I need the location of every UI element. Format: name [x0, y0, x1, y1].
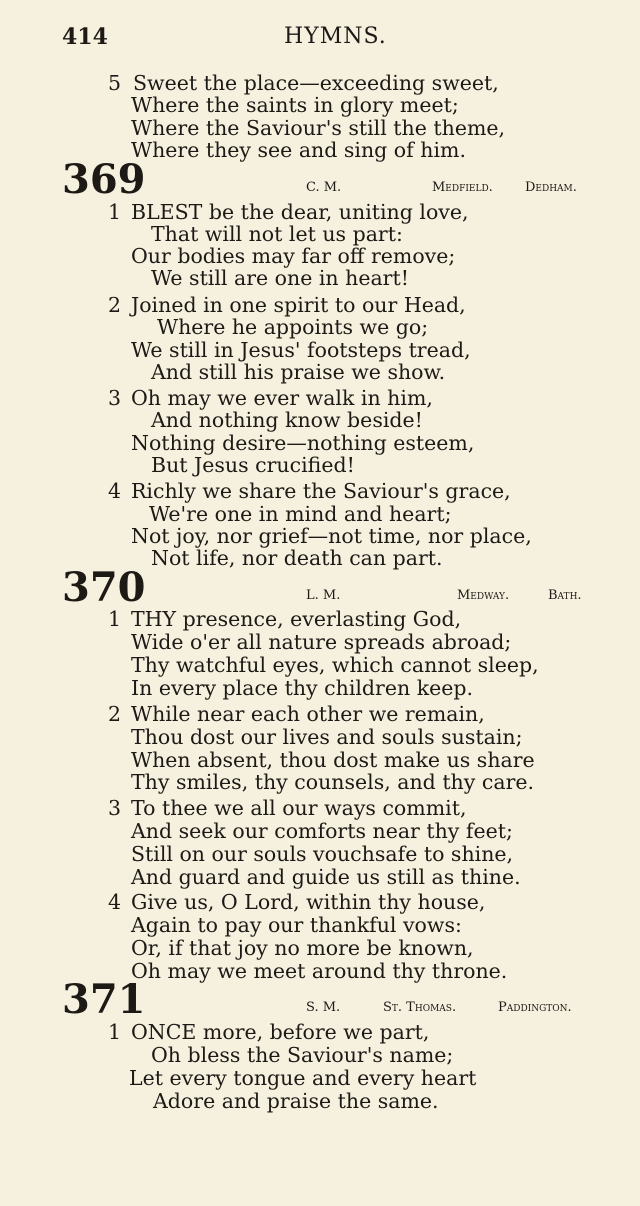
verse-line: Richly we share the Saviour's grace,: [131, 479, 511, 503]
tune-name: Bath.: [548, 588, 582, 603]
page-number: 414: [62, 24, 108, 50]
verse-line: Let every tongue and every heart: [129, 1066, 477, 1090]
verse-number: 4: [108, 479, 122, 503]
verse-line: Oh may we meet around thy throne.: [131, 959, 508, 983]
hymn-meter: C. M.: [306, 180, 342, 195]
verse-line: Oh may we ever walk in him,: [131, 386, 433, 410]
verse-line: Nothing desire—nothing esteem,: [131, 431, 475, 455]
verse-line: THY presence, everlasting God,: [131, 607, 462, 631]
verse-line: Where the saints in glory meet;: [131, 93, 459, 117]
verse-line: While near each other we remain,: [131, 702, 485, 726]
verse-line: Thou dost our lives and souls sustain;: [131, 725, 523, 749]
hymn-meter: S. M.: [306, 1000, 341, 1015]
verse-line: Again to pay our thankful vows:: [131, 913, 462, 937]
verse-line: Sweet the place—exceeding sweet,: [133, 71, 499, 95]
verse-number: 1: [108, 1020, 122, 1044]
verse-line: Still on our souls vouchsafe to shine,: [131, 842, 514, 866]
verse-number: 4: [108, 890, 122, 914]
verse-line: That will not let us part:: [151, 222, 403, 246]
verse-number: 2: [108, 702, 122, 726]
verse-line: ONCE more, before we part,: [131, 1020, 430, 1044]
verse-line: In every place thy children keep.: [131, 676, 474, 700]
verse-number: 1: [108, 607, 122, 631]
verse-line: Oh bless the Saviour's name;: [151, 1043, 454, 1067]
verse-line: We still are one in heart!: [151, 266, 409, 290]
verse-line: Not joy, nor grief—not time, nor place,: [131, 524, 532, 548]
hymn-number: 371: [62, 976, 146, 1023]
verse-line: Wide o'er all nature spreads abroad;: [131, 630, 512, 654]
verse-line: We're one in mind and heart;: [149, 502, 452, 526]
tune-name: St. Thomas.: [383, 1000, 457, 1015]
verse-number: 3: [108, 796, 122, 820]
hymn-number: 370: [62, 564, 146, 611]
verse-line: Our bodies may far off remove;: [131, 244, 456, 268]
verse-number: 2: [108, 293, 122, 317]
verse-number: 3: [108, 386, 122, 410]
verse-line: Where they see and sing of him.: [131, 138, 466, 162]
verse-line: Adore and praise the same.: [153, 1089, 439, 1113]
tune-name: Medfield.: [432, 180, 493, 195]
verse-number: 5: [108, 71, 122, 95]
running-head: HYMNS.: [284, 24, 387, 49]
verse-line: Or, if that joy no more be known,: [131, 936, 474, 960]
verse-line: Thy watchful eyes, which cannot sleep,: [131, 653, 539, 677]
verse-line: Thy smiles, thy counsels, and thy care.: [131, 770, 535, 794]
verse-line: But Jesus crucified!: [151, 453, 355, 477]
tune-name: Medway.: [457, 588, 510, 603]
verse-line: Where he appoints we go;: [157, 315, 429, 339]
verse-line: And nothing know beside!: [151, 408, 423, 432]
verse-line: When absent, thou dost make us share: [131, 748, 535, 772]
verse-line: To thee we all our ways commit,: [131, 796, 467, 820]
tune-name: Paddington.: [498, 1000, 572, 1015]
verse-line: Joined in one spirit to our Head,: [131, 293, 466, 317]
verse-line: Give us, O Lord, within thy house,: [131, 890, 486, 914]
page-header: [62, 24, 582, 54]
verse-line: And seek our comforts near thy feet;: [131, 819, 513, 843]
tune-name: Dedham.: [525, 180, 577, 195]
verse-line: Where the Saviour's still the theme,: [131, 116, 506, 140]
hymn-meter: L. M.: [306, 588, 341, 603]
verse-line: And guard and guide us still as thine.: [131, 865, 521, 889]
verse-line: BLEST be the dear, uniting love,: [131, 200, 469, 224]
verse-number: 1: [108, 200, 122, 224]
verse-line: And still his praise we show.: [151, 360, 446, 384]
verse-line: We still in Jesus' footsteps tread,: [131, 338, 471, 362]
verse-line: Not life, nor death can part.: [151, 546, 443, 570]
hymn-number: 369: [62, 156, 146, 203]
